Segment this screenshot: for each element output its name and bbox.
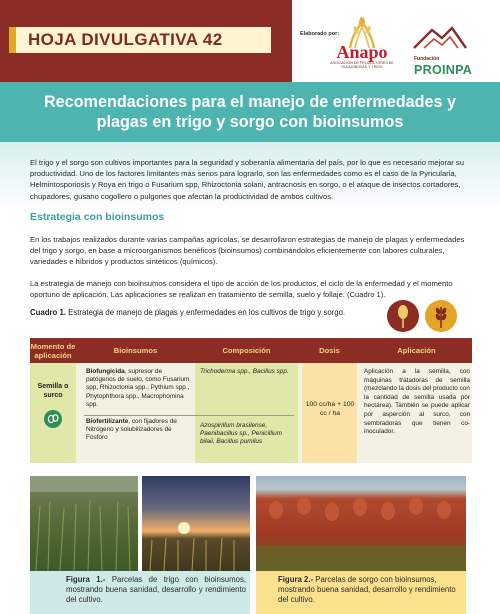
strategy-paragraph-1: En los trabajos realizados durante varias campañas agrícolas, se desarrollaron estrategias de manejo de plagas y enfermedades del trigo y sorgo, en base a microorganismos benéficos (bioinsumos) combinándolos eficientemente con labores culturales, variedades e híbridos y productos sintéticos (químicos).: [30, 235, 465, 267]
figure1-label: Figura 1.-: [66, 575, 106, 584]
anapo-name: Anapo: [336, 42, 388, 62]
moment-text: Semilla o surco: [37, 383, 69, 399]
wheat-icon: [425, 300, 457, 332]
th-aplicacion: Aplicación: [397, 346, 436, 355]
dosis-text: 100 cc/ha + 100 cc / ha: [305, 401, 355, 417]
biofertilizante-desc: , con fijadores de Nitrógeno y solubilizadores de Fósforo: [86, 418, 177, 442]
th-bioinsumos: Bioinsumos: [113, 346, 158, 355]
proinpa-name: PROINPA: [414, 63, 473, 77]
row-divider: [84, 415, 294, 416]
cell-composicion: [195, 363, 298, 463]
biofungicida-name: Biofungicida: [86, 368, 125, 375]
strategy-paragraph-2: La estrategia de manejo con bioinsumos considera el tipo de acción de los productos, el ciclo de la enfermedad y el momento oportuno de aplicación. Las aplicaciones se realizan en tratamiento de semilla, suelo y follaje. (Cuadro 1).: [30, 279, 453, 300]
proinpa-mountain-logo: [412, 22, 468, 52]
th-composicion: Composición: [222, 346, 271, 355]
section-heading: Estrategia con bioinsumos: [30, 211, 165, 223]
wheat-field-photo-2: [142, 476, 250, 571]
biofungicida-text: [86, 368, 190, 409]
biofungicida-desc: , supresor de patógenos de suelo, como Fusarium spp, Rhizoctonia spp., Pythium spp., Phytophthora spp., Macrophomina spp.: [86, 368, 190, 408]
elaborado-por-label: Elaborado por:: [300, 31, 340, 37]
page-title: Recomendaciones para el manejo de enfermedades y plagas en trigo y sorgo con bioinsumos: [43, 93, 457, 131]
figure2-text: Parcelas de sorgo con bioinsumos, mostrando buena sanidad, desarrollo y rendimiento del cultivo.: [278, 575, 456, 604]
sorghum-icon: [387, 300, 419, 332]
biofertilizante-name: Biofertilizante: [86, 418, 129, 425]
th-moment: Momento de aplicación: [30, 341, 76, 360]
biofertilizante-text: [86, 418, 190, 443]
sorghum-field-photo: [256, 476, 466, 571]
proinpa-prefix: Fundación: [414, 56, 440, 62]
wheat-field-photo-1: [30, 476, 138, 571]
th-dosis: Dosis: [319, 346, 340, 355]
composicion-1: Trichoderma spp., Bacillus spp.: [200, 368, 289, 375]
composicion-2: Azospirillum brasilense, Paenibacillus sp., Penicillium bilaii, Bacillus pumilus: [200, 422, 283, 446]
seed-icon: [44, 410, 62, 428]
figure2-label: Figura 2.-: [278, 575, 314, 584]
series-label: HOJA DIVULGATIVA 42: [28, 30, 223, 49]
table-caption-label: Cuadro 1.: [30, 308, 66, 317]
figure1-text: Parcelas de trigo con bioinsumos, mostrando buena sanidad, desarrollo y rendimiento del cultivo.: [66, 575, 247, 604]
table-caption: [30, 308, 345, 317]
intro-paragraph: El trigo y el sorgo son cultivos importantes para la seguridad y soberanía alimentaria del país, por lo que es necesario mejorar su productividad. Uno de los factores limitantes más serios para lograrlo, son las enfermedades como es el caso de la Pyricularia, Helmintosporiosis y Roya en trigo o Fusarium spp, Rhizoctonia solani, antracnosis en sorgo, o el ataque de insectos cortadores, chupadores, gusano cogollero o pulgones que afectan la productividad de ambos cultivos.: [30, 158, 464, 201]
anapo-subtitle: ASOCIACIÓN DE PRODUCTORES DE OLEAGINOSAS Y TRIGO: [330, 61, 394, 70]
table-caption-text: Estrategia de manejo de plagas y enfermedades en los cultivos de trigo y sorgo.: [65, 308, 346, 317]
aplicacion-text: Aplicación a la semilla, con máquinas tratadoras de semilla (mezclando la dosis del producto con la cantidad de semilla usada por hectárea). También se puede aplicar por asperción al surco, con sembradoras que tienen co-inoculador.: [364, 368, 470, 436]
series-tag: [9, 27, 271, 53]
figure1-caption: [66, 575, 246, 605]
figure2-caption: [278, 575, 462, 605]
